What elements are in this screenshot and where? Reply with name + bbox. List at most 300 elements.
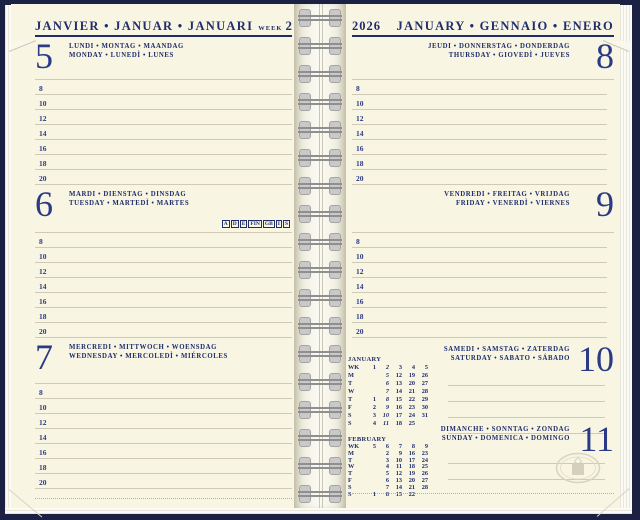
calendar-cell: 3 bbox=[372, 412, 376, 419]
calendar-cell: 12 bbox=[395, 372, 402, 379]
hour-rows-friday bbox=[352, 233, 614, 338]
hour-row bbox=[35, 414, 292, 429]
day-names-en: SUNDAY • DOMENICA • DOMINGO bbox=[441, 434, 570, 442]
binding-wire bbox=[298, 155, 342, 157]
day-names-en: SATURDAY • SABATO • SÁBADO bbox=[450, 354, 570, 362]
hour-row bbox=[35, 444, 292, 459]
binding-wire bbox=[298, 183, 342, 185]
calendar-cell: 5 bbox=[385, 470, 389, 478]
day-names-intl: DIMANCHE • SONNTAG • ZONDAG bbox=[440, 426, 570, 433]
month-header-right: JANUARY • GENNAIO • ENERO bbox=[396, 19, 614, 33]
calendar-day-label: W bbox=[348, 388, 355, 395]
hour-label: 10 bbox=[39, 252, 47, 261]
calendar-day-label: S bbox=[348, 483, 352, 491]
binding-hole-right bbox=[329, 37, 341, 55]
hour-label: 12 bbox=[356, 267, 364, 276]
binding-wire bbox=[298, 71, 342, 73]
calendar-day-label: S bbox=[348, 412, 352, 419]
binding-wire bbox=[298, 15, 342, 17]
binding-wire bbox=[298, 383, 342, 385]
binding-hole-left bbox=[299, 93, 311, 111]
calendar-cell: 9 bbox=[424, 443, 428, 450]
spiral-loop bbox=[298, 37, 342, 55]
binding-hole-left bbox=[299, 177, 311, 195]
holiday-code-boxes bbox=[222, 220, 290, 228]
spiral-loop bbox=[298, 177, 342, 195]
binding-wire bbox=[298, 47, 342, 49]
hour-label: 12 bbox=[39, 267, 47, 276]
left-page-header bbox=[35, 17, 292, 37]
spiral-loop bbox=[298, 345, 342, 363]
calendar-day-label: S bbox=[348, 420, 352, 427]
hour-label: 8 bbox=[39, 237, 43, 246]
hour-row bbox=[35, 233, 292, 248]
day-number: 6 bbox=[35, 184, 53, 224]
binding-hole-right bbox=[329, 205, 341, 223]
spiral-loop bbox=[298, 457, 342, 475]
hour-row bbox=[35, 278, 292, 293]
hour-label: 10 bbox=[39, 99, 47, 108]
calendar-cell: 9 bbox=[385, 404, 389, 411]
calendar-cell: 24 bbox=[421, 456, 428, 464]
day-names-intl: JEUDI • DONNERSTAG • DONDERDAG bbox=[428, 43, 570, 50]
hour-label: 20 bbox=[39, 174, 47, 183]
calendar-cell: 15 bbox=[395, 490, 402, 498]
holiday-code-box: E bbox=[241, 221, 246, 227]
calendar-day-label: F bbox=[348, 404, 352, 411]
day-names bbox=[444, 185, 570, 208]
binding-wire bbox=[298, 327, 342, 329]
calendar-cell: 27 bbox=[421, 380, 428, 387]
calendar-cell: 6 bbox=[385, 443, 389, 450]
calendar-cell: 1 bbox=[372, 490, 376, 498]
calendar-row bbox=[348, 404, 428, 412]
calendar-cell: 24 bbox=[408, 412, 415, 419]
month-header-left: JANVIER • JANUAR • JANUARI bbox=[35, 19, 254, 33]
week-number: 2 bbox=[285, 18, 292, 33]
binding-hole-right bbox=[329, 457, 341, 475]
binding-wire bbox=[298, 187, 342, 189]
calendar-cell: 12 bbox=[395, 470, 402, 478]
calendar-cell: 16 bbox=[395, 404, 402, 411]
day-names-intl: VENDREDI • FREITAG • VRIJDAG bbox=[444, 191, 570, 198]
day-names bbox=[69, 338, 228, 361]
calendar-cell: 30 bbox=[421, 404, 428, 411]
calendar-cell: 31 bbox=[421, 412, 428, 419]
binding-hole-right bbox=[329, 485, 341, 503]
calendar-cell: 2 bbox=[385, 449, 389, 457]
calendar-cell: 8 bbox=[385, 396, 389, 403]
hour-row bbox=[35, 263, 292, 278]
hour-row bbox=[352, 248, 607, 263]
binding-hole-left bbox=[299, 485, 311, 503]
binding-hole-left bbox=[299, 289, 311, 307]
binding-hole-left bbox=[299, 317, 311, 335]
day-section-thursday bbox=[352, 37, 614, 80]
calendar-title: JANUARY bbox=[348, 356, 382, 363]
hour-rows-monday bbox=[35, 80, 292, 185]
binding-wire bbox=[298, 159, 342, 161]
hour-label: 10 bbox=[39, 403, 47, 412]
holiday-code-box: D bbox=[232, 221, 237, 227]
calendar-cell: 7 bbox=[385, 388, 389, 395]
binding-hole-right bbox=[329, 65, 341, 83]
mini-calendar-january bbox=[348, 356, 428, 428]
weekend-area bbox=[348, 338, 614, 506]
calendar-cell: 29 bbox=[421, 396, 428, 403]
day-names-intl: MARDI • DIENSTAG • DINSDAG bbox=[69, 191, 187, 198]
calendar-cell: 9 bbox=[398, 449, 402, 457]
note-line bbox=[448, 385, 605, 386]
hour-row bbox=[352, 308, 607, 323]
spiral-loop bbox=[298, 121, 342, 139]
hour-row bbox=[35, 429, 292, 444]
day-names-en: TUESDAY • MARTEDÌ • MARTES bbox=[69, 199, 190, 207]
binding-hole-left bbox=[299, 429, 311, 447]
hour-row bbox=[35, 95, 292, 110]
binding-hole-right bbox=[329, 233, 341, 251]
hour-row bbox=[35, 293, 292, 308]
hour-row bbox=[352, 323, 607, 338]
hour-row bbox=[35, 399, 292, 414]
binding-gutter bbox=[294, 4, 346, 508]
hour-label: 8 bbox=[39, 84, 43, 93]
calendar-row bbox=[348, 372, 428, 380]
hour-label: 12 bbox=[356, 114, 364, 123]
binding-hole-left bbox=[299, 345, 311, 363]
calendar-row bbox=[348, 412, 428, 420]
binding-wire bbox=[298, 127, 342, 129]
calendar-cell: 14 bbox=[395, 483, 402, 491]
binding-hole-right bbox=[329, 373, 341, 391]
calendar-cell: 21 bbox=[408, 483, 415, 491]
hour-label: 14 bbox=[39, 433, 47, 442]
day-names bbox=[69, 185, 189, 208]
binding-wire bbox=[298, 379, 342, 381]
binding-hole-left bbox=[299, 373, 311, 391]
week-indicator bbox=[258, 18, 292, 34]
spiral-loop bbox=[298, 9, 342, 27]
binding-wire bbox=[298, 99, 342, 101]
hour-label: 10 bbox=[356, 99, 364, 108]
binding-hole-right bbox=[329, 289, 341, 307]
binding-hole-left bbox=[299, 149, 311, 167]
hour-row bbox=[35, 170, 292, 185]
calendar-cell bbox=[363, 372, 376, 380]
calendar-cell: 19 bbox=[408, 372, 415, 379]
binding-hole-left bbox=[299, 205, 311, 223]
calendar-cell: 20 bbox=[408, 380, 415, 387]
hour-label: 20 bbox=[356, 327, 364, 336]
hour-label: 12 bbox=[39, 418, 47, 427]
day-number: 9 bbox=[596, 184, 614, 224]
hour-label: 18 bbox=[356, 159, 364, 168]
hour-row bbox=[35, 384, 292, 399]
right-page-header bbox=[352, 17, 614, 37]
binding-hole-left bbox=[299, 121, 311, 139]
hour-label: 16 bbox=[356, 144, 364, 153]
calendar-row bbox=[348, 420, 428, 428]
hour-row bbox=[352, 170, 607, 185]
hour-row bbox=[35, 308, 292, 323]
day-names-en: MONDAY • LUNEDÌ • LUNES bbox=[69, 51, 174, 59]
page-right bbox=[346, 4, 620, 508]
calendar-day-label: F bbox=[348, 476, 352, 484]
calendar-cell: 21 bbox=[408, 388, 415, 395]
calendar-day-label: T bbox=[348, 380, 353, 387]
calendar-cell bbox=[363, 471, 376, 478]
hour-label: 18 bbox=[39, 159, 47, 168]
spiral-loop bbox=[298, 205, 342, 223]
calendar-day-label: M bbox=[348, 449, 354, 457]
hour-row bbox=[352, 95, 607, 110]
hour-row bbox=[352, 125, 607, 140]
calendar-cell: 26 bbox=[421, 372, 428, 379]
calendar-cell: 5 bbox=[385, 372, 389, 379]
hour-label: 18 bbox=[39, 463, 47, 472]
day-number: 8 bbox=[596, 36, 614, 76]
hour-row bbox=[352, 233, 607, 248]
binding-wire bbox=[298, 43, 342, 45]
day-names bbox=[69, 37, 184, 60]
binding-wire bbox=[298, 299, 342, 301]
binding-wire bbox=[298, 435, 342, 437]
day-number: 5 bbox=[35, 36, 53, 76]
mini-calendar-february bbox=[348, 436, 428, 498]
binding-wire bbox=[298, 243, 342, 245]
day-number: 7 bbox=[35, 337, 53, 377]
calendar-cell: 26 bbox=[421, 470, 428, 478]
spiral-loop bbox=[298, 401, 342, 419]
binding-wire bbox=[298, 75, 342, 77]
spiral-loop bbox=[298, 233, 342, 251]
calendar-day-label: W bbox=[348, 463, 355, 471]
day-names-en: WEDNESDAY • MERCOLEDÌ • MIÉRCOLES bbox=[69, 352, 228, 360]
binding-wire bbox=[298, 467, 342, 469]
calendar-cell bbox=[363, 451, 376, 458]
calendar-day-label: S bbox=[348, 490, 352, 498]
calendar-cell: 3 bbox=[398, 364, 402, 371]
hour-label: 8 bbox=[356, 237, 360, 246]
hour-label: 14 bbox=[39, 282, 47, 291]
binding-wire bbox=[298, 495, 342, 497]
hour-row bbox=[352, 155, 607, 170]
binding-wire bbox=[298, 103, 342, 105]
day-section-wednesday bbox=[35, 338, 292, 384]
dotted-cutline-left bbox=[35, 490, 292, 499]
calendar-day-label: T bbox=[348, 396, 353, 403]
calendar-cell: 16 bbox=[408, 449, 415, 457]
day-names-en: FRIDAY • VENERDÌ • VIERNES bbox=[455, 199, 570, 207]
calendar-row bbox=[348, 380, 428, 388]
calendar-cell: 4 bbox=[385, 463, 389, 471]
hour-label: 18 bbox=[356, 312, 364, 321]
hour-label: 14 bbox=[356, 282, 364, 291]
year-label: 2026 bbox=[352, 19, 381, 33]
calendar-cell bbox=[363, 458, 376, 465]
calendar-cell: 3 bbox=[385, 456, 389, 464]
binding-hole-right bbox=[329, 261, 341, 279]
calendar-cell bbox=[415, 420, 428, 428]
day-names bbox=[444, 340, 570, 363]
calendar-cell: 8 bbox=[411, 443, 415, 450]
hour-row bbox=[35, 80, 292, 95]
binding-wire bbox=[298, 351, 342, 353]
spiral-loop bbox=[298, 485, 342, 503]
binding-wire bbox=[298, 323, 342, 325]
hour-label: 10 bbox=[356, 252, 364, 261]
page-left bbox=[11, 4, 294, 508]
binding-hole-right bbox=[329, 429, 341, 447]
calendar-cell: 7 bbox=[398, 443, 402, 450]
calendar-cell: 28 bbox=[421, 388, 428, 395]
calendar-cell bbox=[363, 388, 376, 396]
calendar-cell: 10 bbox=[395, 456, 402, 464]
calendar-cell: 1 bbox=[372, 364, 376, 371]
hour-label: 16 bbox=[356, 297, 364, 306]
hour-label: 8 bbox=[356, 84, 360, 93]
spiral-loop bbox=[298, 317, 342, 335]
binding-wire bbox=[298, 439, 342, 441]
spiral-loop bbox=[298, 65, 342, 83]
calendar-day-label: WK bbox=[348, 443, 360, 450]
binding-wire bbox=[298, 131, 342, 133]
day-section-tuesday bbox=[35, 185, 292, 233]
calendar-cell: 15 bbox=[395, 396, 402, 403]
binding-wire bbox=[298, 271, 342, 273]
holiday-code-box: I bbox=[277, 221, 280, 227]
calendar-day-label: WK bbox=[348, 364, 360, 371]
binding-hole-right bbox=[329, 317, 341, 335]
binding-hole-left bbox=[299, 37, 311, 55]
binding-wire bbox=[298, 239, 342, 241]
binding-wire bbox=[298, 267, 342, 269]
calendar-cell: 18 bbox=[395, 420, 402, 427]
calendar-cell: 11 bbox=[396, 463, 402, 471]
spiral-loop bbox=[298, 261, 342, 279]
calendar-day-label: T bbox=[348, 456, 353, 464]
binding-hole-right bbox=[329, 93, 341, 111]
spiral-loop bbox=[298, 149, 342, 167]
hour-row bbox=[35, 155, 292, 170]
calendar-cell: 11 bbox=[383, 420, 389, 427]
hour-row bbox=[35, 140, 292, 155]
spiral-loop bbox=[298, 93, 342, 111]
week-label: WEEK bbox=[258, 25, 283, 32]
spiral-loop bbox=[298, 429, 342, 447]
calendar-cell bbox=[363, 380, 376, 388]
day-section-friday bbox=[352, 185, 614, 233]
calendar-day-label: T bbox=[348, 470, 353, 478]
hour-label: 14 bbox=[356, 129, 364, 138]
calendar-cell: 27 bbox=[421, 476, 428, 484]
hour-label: 20 bbox=[356, 174, 364, 183]
holiday-code-box: A bbox=[223, 221, 228, 227]
calendar-day-label: M bbox=[348, 372, 354, 379]
day-names-intl: SAMEDI • SAMSTAG • ZATERDAG bbox=[443, 346, 570, 353]
hour-label: 16 bbox=[39, 297, 47, 306]
calendar-cell: 13 bbox=[395, 476, 402, 484]
hour-row bbox=[35, 248, 292, 263]
hour-label: 14 bbox=[39, 129, 47, 138]
hour-label: 8 bbox=[39, 388, 43, 397]
calendar-cell: 25 bbox=[408, 420, 415, 427]
binding-hole-left bbox=[299, 457, 311, 475]
hour-row bbox=[352, 293, 607, 308]
calendar-cell: 17 bbox=[395, 412, 402, 419]
calendar-cell: 13 bbox=[395, 380, 402, 387]
calendar-row bbox=[348, 364, 428, 372]
dotted-cutline-right bbox=[352, 493, 614, 494]
calendar-cell: 2 bbox=[372, 404, 376, 411]
spiral-loop bbox=[298, 289, 342, 307]
hour-row bbox=[35, 474, 292, 489]
calendar-cell: 23 bbox=[421, 449, 428, 457]
calendar-cell: 20 bbox=[408, 476, 415, 484]
calendar-cell: 17 bbox=[408, 456, 415, 464]
calendar-cell: 25 bbox=[421, 463, 428, 471]
calendar-cell: 5 bbox=[372, 443, 376, 450]
calendar-cell: 14 bbox=[395, 388, 402, 395]
calendar-cell: 8 bbox=[385, 490, 389, 498]
binding-hole-right bbox=[329, 121, 341, 139]
hour-row bbox=[352, 110, 607, 125]
binding-hole-left bbox=[299, 401, 311, 419]
binding-hole-left bbox=[299, 65, 311, 83]
calendar-cell bbox=[363, 464, 376, 471]
binding-wire bbox=[298, 491, 342, 493]
hour-row bbox=[35, 459, 292, 474]
hour-row bbox=[35, 110, 292, 125]
hour-row bbox=[352, 278, 607, 293]
hour-row bbox=[352, 263, 607, 278]
hour-row bbox=[35, 323, 292, 338]
binding-wire bbox=[298, 407, 342, 409]
binding-wire bbox=[298, 355, 342, 357]
day-names bbox=[428, 37, 570, 60]
binding-wire bbox=[298, 295, 342, 297]
holiday-code-box: GB bbox=[264, 221, 273, 227]
calendar-cell bbox=[363, 478, 376, 485]
binding-wire bbox=[298, 19, 342, 21]
calendar-row bbox=[348, 396, 428, 404]
day-names-intl: MERCREDI • MITTWOCH • WOENSDAG bbox=[69, 344, 218, 351]
binding-hole-left bbox=[299, 261, 311, 279]
calendar-cell: 23 bbox=[408, 404, 415, 411]
calendar-cell: 10 bbox=[382, 412, 389, 419]
holiday-code-box: FIN bbox=[250, 221, 260, 227]
calendar-cell: 6 bbox=[385, 476, 389, 484]
hour-row bbox=[352, 80, 607, 95]
binding-hole-right bbox=[329, 177, 341, 195]
note-line bbox=[448, 401, 605, 402]
calendar-cell: 2 bbox=[385, 364, 389, 371]
day-names bbox=[441, 420, 570, 443]
calendar-cell: 6 bbox=[385, 380, 389, 387]
page-stack-edge-right bbox=[620, 5, 632, 510]
hour-rows-tuesday bbox=[35, 233, 292, 338]
hour-rows-wednesday bbox=[35, 384, 292, 489]
hour-rows-thursday bbox=[352, 80, 614, 185]
hour-label: 18 bbox=[39, 312, 47, 321]
calendar-cell: 22 bbox=[408, 396, 415, 403]
calendar-row bbox=[348, 388, 428, 396]
day-number: 10 bbox=[578, 339, 614, 379]
calendar-cell: 4 bbox=[411, 364, 415, 371]
day-number: 11 bbox=[579, 419, 614, 459]
calendar-cell: 18 bbox=[408, 463, 415, 471]
binding-hole-right bbox=[329, 345, 341, 363]
